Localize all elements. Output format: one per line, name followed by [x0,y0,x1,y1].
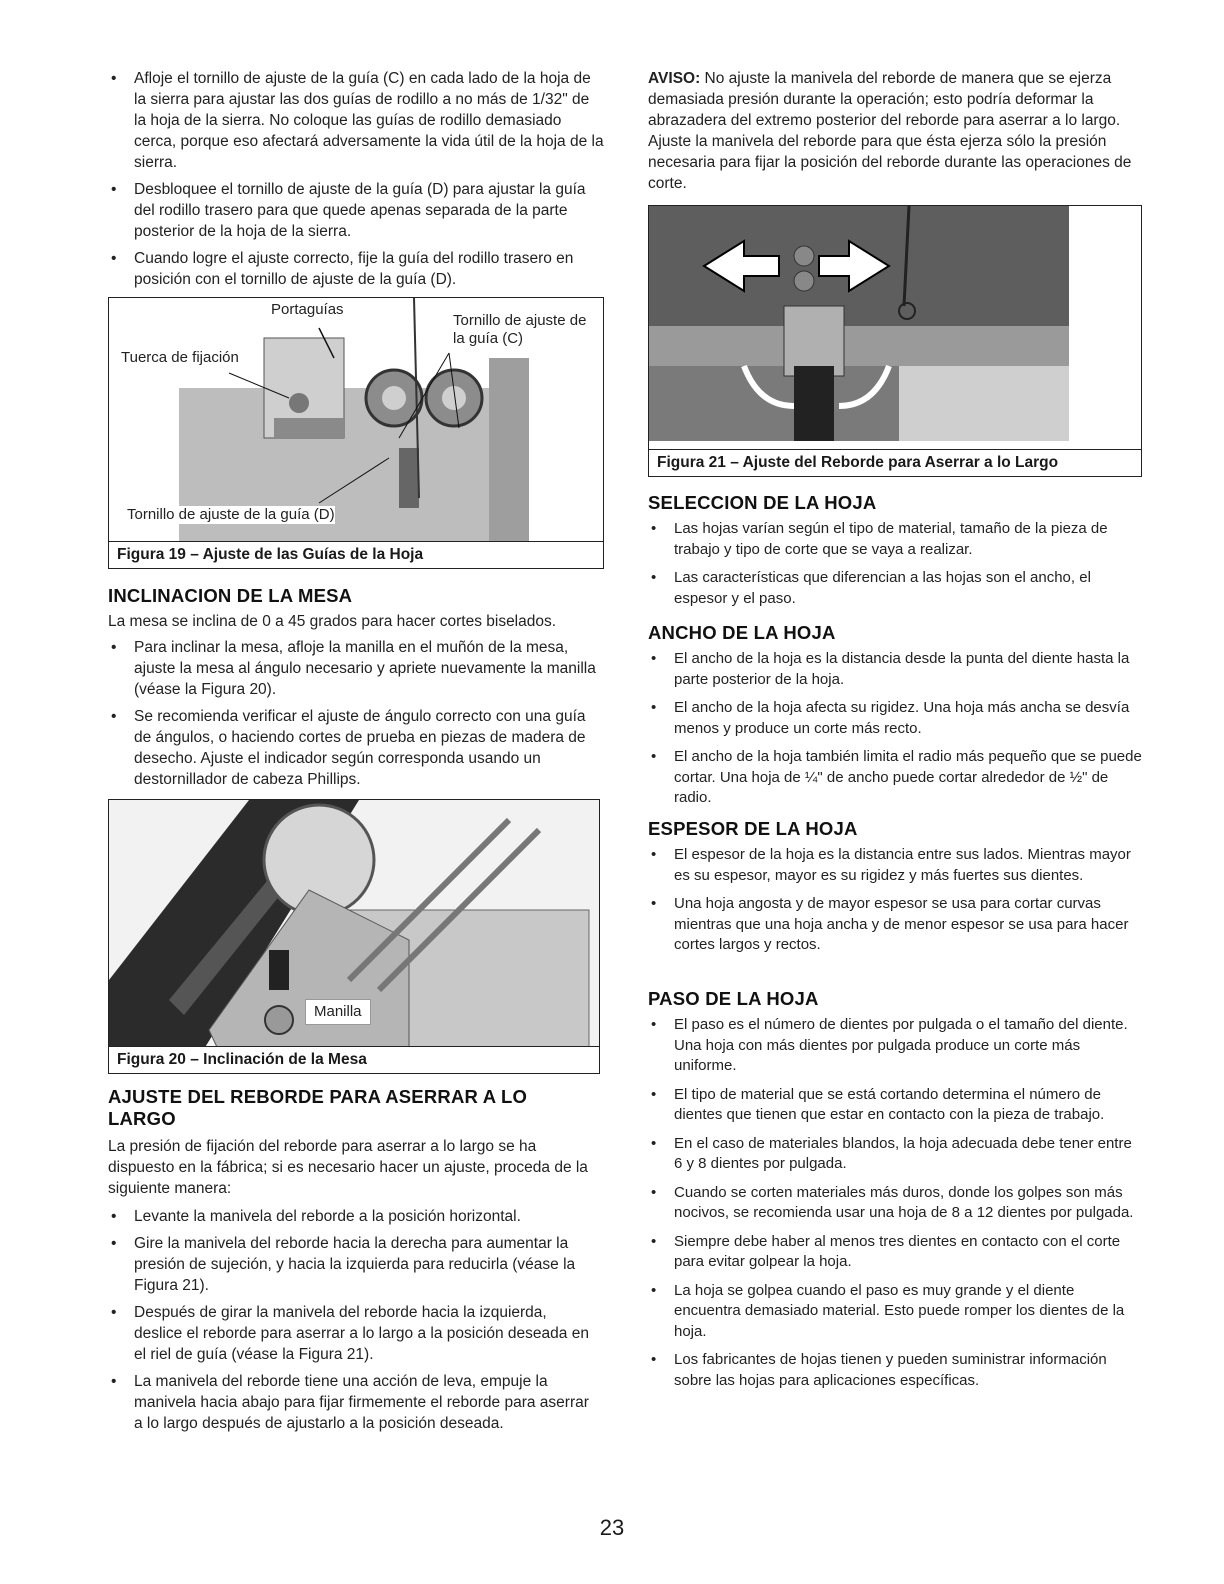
list-item: • Las hojas varían según el tipo de material, tamaño de la pieza de trabajo y tipo de corte que se vaya a realizar. [648,519,1142,560]
fence-handle-photo [649,206,1141,476]
inclinacion-intro: La mesa se inclina de 0 a 45 grados para hacer cortes biselados. [108,613,557,630]
list-item: • Cuando se corten materiales más duros, donde los golpes son más nocivos, se recomienda usar una hoja de 8 a 12 dientes por pulgada. [648,1183,1142,1224]
list-item: • Gire la manivela del reborde hacia la derecha para aumentar la presión de sujeción, y hacia la izquierda para reducirla (véase la Figura 21). [108,1233,598,1296]
heading-espesor: ESPESOR DE LA HOJA [648,818,858,839]
list-item: • Cuando logre el ajuste correcto, fije la guía del rodillo trasero en posición con el tornillo de ajuste de la guía (D). [108,248,604,290]
espesor-bullet-list [648,845,1142,964]
heading-paso: PASO DE LA HOJA [648,988,819,1009]
label-portaguias: Portaguías [271,301,344,318]
list-item: • El espesor de la hoja es la distancia entre sus lados. Mientras mayor es su espesor, mayor es su rigidez y más fuertes sus dientes. [648,845,1142,886]
ajuste-bullet-list [108,1206,598,1440]
list-item: • El paso es el número de dientes por pulgada o el tamaño del diente. Una hoja con más dientes por pulgada produce un corte más uniforme. [648,1015,1142,1077]
list-item: • El tipo de material que se está cortando determina el número de dientes que tienen que estar en contacto con la pieza de trabajo. [648,1085,1142,1126]
list-item: • La manivela del reborde tiene una acción de leva, empuje la manivela hacia abajo para fijar firmemente el reborde para aserrar a lo largo después de ajustarlo a la posición deseada. [108,1371,598,1434]
list-item: • Los fabricantes de hojas tienen y pueden suministrar información sobre las hojas para aplicaciones específicas. [648,1350,1142,1391]
heading-inclinacion: INCLINACION DE LA MESA [108,585,353,606]
ancho-bullet-list [648,649,1142,817]
list-item: • Para inclinar la mesa, afloje la manilla en el muñón de la mesa, ajuste la mesa al ángulo necesario y apriete nuevamente la manilla (véase la Figura 20). [108,637,598,700]
figure-19 [108,297,604,569]
figure-19-caption: Figura 19 – Ajuste de las Guías de la Hoja [109,541,603,568]
heading-seleccion: SELECCION DE LA HOJA [648,492,877,513]
label-tornillo-d: Tornillo de ajuste de la guía (D) [127,506,335,523]
intro-bullet-list [108,68,604,296]
figure-20 [108,799,600,1074]
aviso-note [648,68,1142,194]
list-item: • Una hoja angosta y de mayor espesor se usa para cortar curvas mientras que una hoja ancha y de menor espesor se usa para hacer cortes largos y rectos. [648,894,1142,956]
ajuste-intro: La presión de fijación del reborde para aserrar a lo largo se ha dispuesto en la fábrica; si es necesario hacer un ajuste, proceda de la siguiente manera: [108,1138,588,1197]
list-item: • Las características que diferencian a las hojas son el ancho, el espesor y el paso. [648,568,1142,609]
heading-ancho: ANCHO DE LA HOJA [648,622,836,643]
list-item: • La hoja se golpea cuando el paso es muy grande y el diente encuentra demasiado material. Esto puede romper los dientes de la hoja. [648,1281,1142,1343]
label-tornillo-c: Tornillo de ajuste de la guía (C) [453,312,593,348]
list-item: • Se recomienda verificar el ajuste de ángulo correcto con una guía de ángulos, o haciendo cortes de prueba en piezas de madera de desecho. Ajuste el indicador según corresponda usando un destornillador de cabeza Phillips. [108,706,598,790]
heading-ajuste: AJUSTE DEL REBORDE PARA ASERRAR A LO LARGO [108,1086,528,1129]
figure-21-caption: Figura 21 – Ajuste del Reborde para Aserrar a lo Largo [649,449,1141,476]
aviso-text: No ajuste la manivela del reborde de manera que se ejerza demasiada presión durante la operación; esto podría deformar la abrazadera del extremo posterior del reborde para aserrar a lo largo. Ajuste la manivela del reborde para que ésta ejerza sólo la presión necesaria para fijar la posición del reborde durante las operaciones de corte. [648,70,1132,192]
figure-20-caption: Figura 20 – Inclinación de la Mesa [109,1046,599,1073]
paso-bullet-list [648,1015,1142,1399]
list-item: • El ancho de la hoja también limita el radio más pequeño que se puede cortar. Una hoja de ¼" de ancho puede cortar alrededor de ½" de radio. [648,747,1142,809]
list-item: • Afloje el tornillo de ajuste de la guía (C) en cada lado de la hoja de la sierra para ajustar las dos guías de rodillo a no más de 1/32" de la hoja de la sierra. No coloque las guías de rodillo demasiado cerca, porque eso afectará adversamente la vida útil de la hoja de la sierra. [108,68,604,173]
list-item: • Después de girar la manivela del reborde hacia la izquierda, deslice el reborde para aserrar a lo largo a la posición deseada en el riel de guía (véase la Figura 21). [108,1302,598,1365]
list-item: • El ancho de la hoja es la distancia desde la punta del diente hasta la parte posterior de la hoja. [648,649,1142,690]
label-manilla: Manilla [305,999,371,1025]
list-item: • Levante la manivela del reborde a la posición horizontal. [108,1206,598,1227]
list-item: • En el caso de materiales blandos, la hoja adecuada debe tener entre 6 y 8 dientes por pulgada. [648,1134,1142,1175]
page-number: 23 [599,1515,625,1540]
inclinacion-bullet-list [108,637,598,796]
label-tuerca: Tuerca de fijación [121,349,239,366]
seleccion-bullet-list [648,519,1142,617]
list-item: • Siempre debe haber al menos tres dientes en contacto con el corte para evitar golpear la hoja. [648,1232,1142,1273]
figure-21 [648,205,1142,477]
aviso-label: AVISO: [648,70,701,87]
list-item: • El ancho de la hoja afecta su rigidez. Una hoja más ancha se desvía menos y produce un corte más recto. [648,698,1142,739]
table-tilt-photo [109,800,599,1073]
list-item: • Desbloquee el tornillo de ajuste de la guía (D) para ajustar la guía del rodillo trasero para que quede apenas separada de la parte posterior de la hoja de la sierra. [108,179,604,242]
